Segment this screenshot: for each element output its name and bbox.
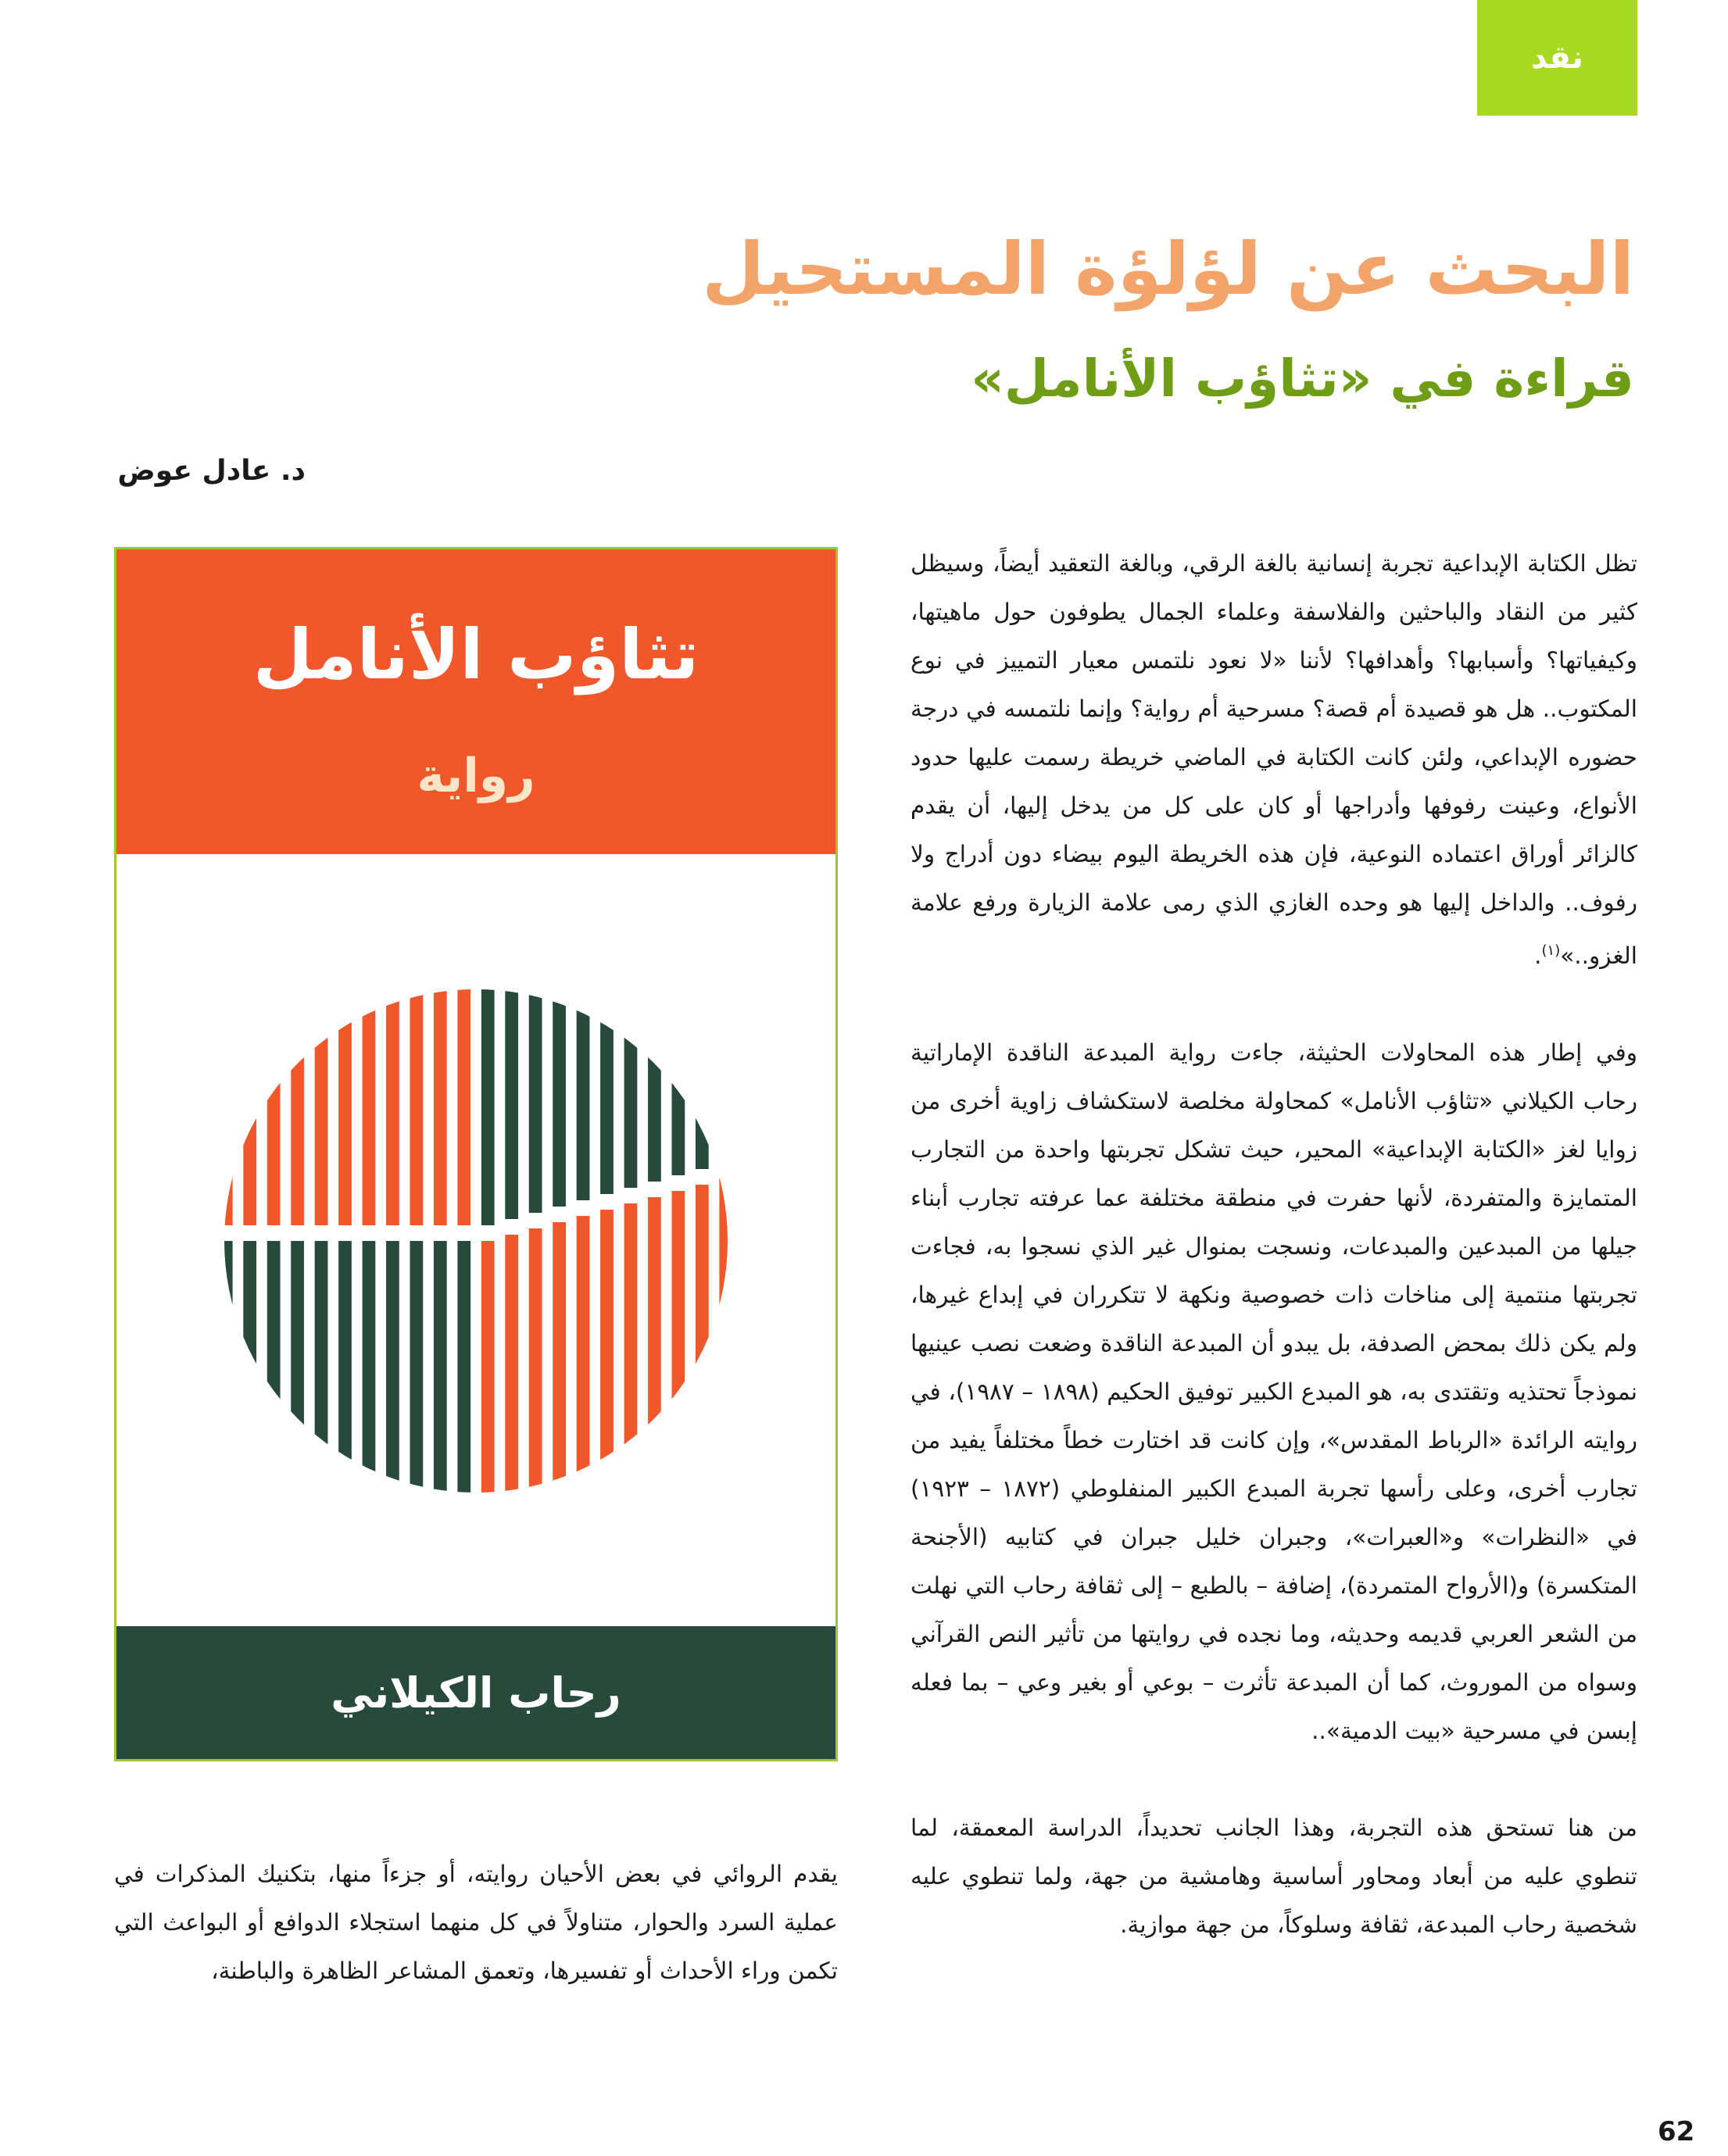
paragraph-1-text: تظل الكتابة الإبداعية تجربة إنسانية بالغة الرقي، وبالغة التعقيد أيضاً، وسيظل كثير من النقاد والباحثين والفلاسفة وعلماء الجمال يطوفون حول ماهيتها، وكيفياتها؟ وأسبابها؟ وأهدافها؟ لأننا «لا نعود نلتمس معيار التمييز في نوع المكتوب.. هل هو قصيدة أم قصة؟ مسرحية أم رواية؟ وإنما نلتمسه في درجة حضوره الإبداعي، ولئن كانت الكتابة في الماضي خريطة رسمت عليها حدود الأنواع، وعينت رفوفها وأدراجها أو كان على كل من يدخل إليها، أن يقدم كالزائر أوراق اعتماده النوعية، فإن هذه الخريطة اليوم بيضاء دون أدراج ولا رفوف.. والداخل إليها هو وحده الغازي الذي رمى علامة الزيارة ورفع علامة الغزو..»	[911, 550, 1637, 969]
article-body-left-column	[114, 1850, 838, 1995]
stripe-bottom	[434, 1241, 447, 1503]
book-cover	[114, 547, 838, 1761]
paragraph-3: من هنا تستحق هذه التجربة، وهذا الجانب تحديداً، الدراسة المعمقة، لما تنطوي عليه من أبعاد ومحاور أساسية وهامشية من جهة، ولما تنطوي عليه شخصية رحاب المبدعة، ثقافة وسلوكاً، من جهة موازية.	[911, 1814, 1637, 1938]
book-cover-genre: رواية	[417, 749, 535, 803]
stripe-top	[410, 979, 423, 1225]
page-number: 62	[1658, 2116, 1695, 2147]
stripe-bottom	[696, 1185, 709, 1503]
stripe-bottom	[386, 1241, 399, 1503]
stripe-bottom	[505, 1235, 518, 1503]
stripe-top	[363, 979, 376, 1225]
book-cover-author: رحاب الكيلاني	[331, 1668, 621, 1718]
stripe-bottom	[457, 1241, 470, 1503]
stripe-top	[315, 979, 328, 1225]
article-author: د. عادل عوض	[117, 455, 306, 487]
stripe-bottom	[291, 1241, 304, 1503]
footnote-ref: (١)	[1541, 942, 1561, 959]
stripe-top	[291, 979, 304, 1225]
stripe-top	[434, 979, 447, 1225]
stripe-top	[577, 979, 590, 1200]
stripe-bottom	[338, 1241, 352, 1503]
stripe-bottom	[481, 1241, 495, 1503]
stripe-top	[600, 979, 614, 1194]
stripe-top	[386, 979, 399, 1225]
stripe-bottom	[624, 1203, 638, 1503]
paragraph-1: تظل الكتابة الإبداعية تجربة إنسانية بالغة الرقي، وبالغة التعقيد أيضاً، وسيظل كثير من النقاد والباحثين والفلاسفة وعلماء الجمال يطوفون حول ماهيتها، وكيفياتها؟ وأسبابها؟ وأهدافها؟ لأننا «لا نعود نلتمس معيار التمييز في نوع المكتوب.. هل هو قصيدة أم قصة؟ مسرحية أم رواية؟ وإنما نلتمسه في درجة حضوره الإبداعي، ولئن كانت الكتابة في الماضي خريطة رسمت عليها حدود الأنواع، وعينت رفوفها وأدراجها أو كان على كل من يدخل إليها، أن يقدم كالزائر أوراق اعتماده النوعية، فإن هذه الخريطة اليوم بيضاء دون أدراج ولا رفوف.. والداخل إليها هو وحده الغازي الذي رمى علامة الزيارة ورفع علامة الغزو..»$^{(١)}$.	[911, 550, 1637, 969]
stripe-top	[457, 979, 470, 1225]
stripe-top	[505, 979, 518, 1219]
book-cover-top-band	[116, 549, 835, 854]
book-cover-title: تثاؤب الأنامل	[252, 614, 699, 695]
stripe-bottom	[671, 1191, 685, 1503]
stripe-top	[267, 979, 281, 1225]
stripe-bottom	[529, 1228, 542, 1503]
stripe-top	[719, 979, 732, 1163]
stripe-bottom	[719, 1178, 732, 1503]
stripe-top	[624, 979, 638, 1188]
book-cover-bottom-band	[116, 1626, 835, 1759]
stripe-bottom	[363, 1241, 376, 1503]
article-subtitle: قراءة في «تثاؤب الأنامل»	[971, 349, 1634, 409]
stripe-bottom	[267, 1241, 281, 1503]
stripe-top	[529, 979, 542, 1213]
book-cover-circle-art	[214, 979, 738, 1503]
stripe-top	[481, 979, 495, 1225]
paragraph-4: يقدم الروائي في بعض الأحيان روايته، أو جزءاً منها، بتكنيك المذكرات في عملية السرد والحوار، متناولاً في كل منهما استجلاء الدوافع أو البواعث التي تكمن وراء الأحداث أو تفسيرها، وتعمق المشاعر الظاهرة والباطنة،	[114, 1861, 838, 1984]
stripe-bottom	[220, 1241, 233, 1503]
section-label: نقد	[1531, 40, 1583, 76]
article-title: البحث عن لؤلؤة المستحيل	[702, 227, 1634, 311]
stripe-top	[648, 979, 661, 1182]
stripe-bottom	[577, 1216, 590, 1503]
stripe-bottom	[600, 1210, 614, 1503]
stripe-top	[696, 979, 709, 1169]
stripe-bottom	[648, 1197, 661, 1503]
stripe-bottom	[315, 1241, 328, 1503]
stripe-top	[243, 979, 256, 1225]
section-tab	[1477, 0, 1637, 116]
stripe-top	[338, 979, 352, 1225]
stripe-top	[671, 979, 685, 1175]
stripe-bottom	[243, 1241, 256, 1503]
article-body-right-column	[911, 539, 1637, 1949]
stripe-bottom	[410, 1241, 423, 1503]
paragraph-2: وفي إطار هذه المحاولات الحثيثة، جاءت رواية المبدعة الناقدة الإماراتية رحاب الكيلاني «تثاؤب الأنامل» كمحاولة مخلصة لاستكشاف زاوية أخرى من زوايا لغز «الكتابة الإبداعية» المحير، حيث تشكل تجربتها واحدة من التجارب المتمايزة والمتفردة، لأنها حفرت في منطقة مختلفة عما عرفته تجارب أبناء جيلها من المبدعين والمبدعات، ونسجت بمنوال غير الذي نسجوا به، فجاءت تجربتها منتمية إلى مناخات ذات خصوصية ونكهة لا تتكرران في إبداع غيرها، ولم يكن ذلك بمحض الصدفة، بل يبدو أن المبدعة الناقدة وضعت نصب عينيها نموذجاً تحتذيه وتقتدى به، هو المبدع الكبير توفيق الحكيم (١٨٩٨ – ١٩٨٧)، في روايته الرائدة «الرباط المقدس»، وإن كانت قد اختارت خطاً مختلفاً يفيد من تجارب أخرى، وعلى رأسها تجربة المبدع الكبير المنفلوطي (١٨٧٢ – ١٩٢٣) في «النظرات» و«العبرات»، وجبران خليل جبران في كتابيه (الأجنحة المتكسرة) و(الأرواح المتمردة)، إضافة – بالطبع – إلى ثقافة رحاب التي نهلت من الشعر العربي قديمه وحديثه، وما نجده في روايتها من تأثير النص القرآني وسواه من الموروث، كما أن المبدعة تأثرت – بوعي أو بغير وعي – بما فعله إبسن في مسرحية «بيت الدمية»..	[911, 1039, 1637, 1744]
stripe-top	[220, 979, 233, 1225]
stripe-top	[553, 979, 566, 1207]
stripe-bottom	[553, 1222, 566, 1503]
